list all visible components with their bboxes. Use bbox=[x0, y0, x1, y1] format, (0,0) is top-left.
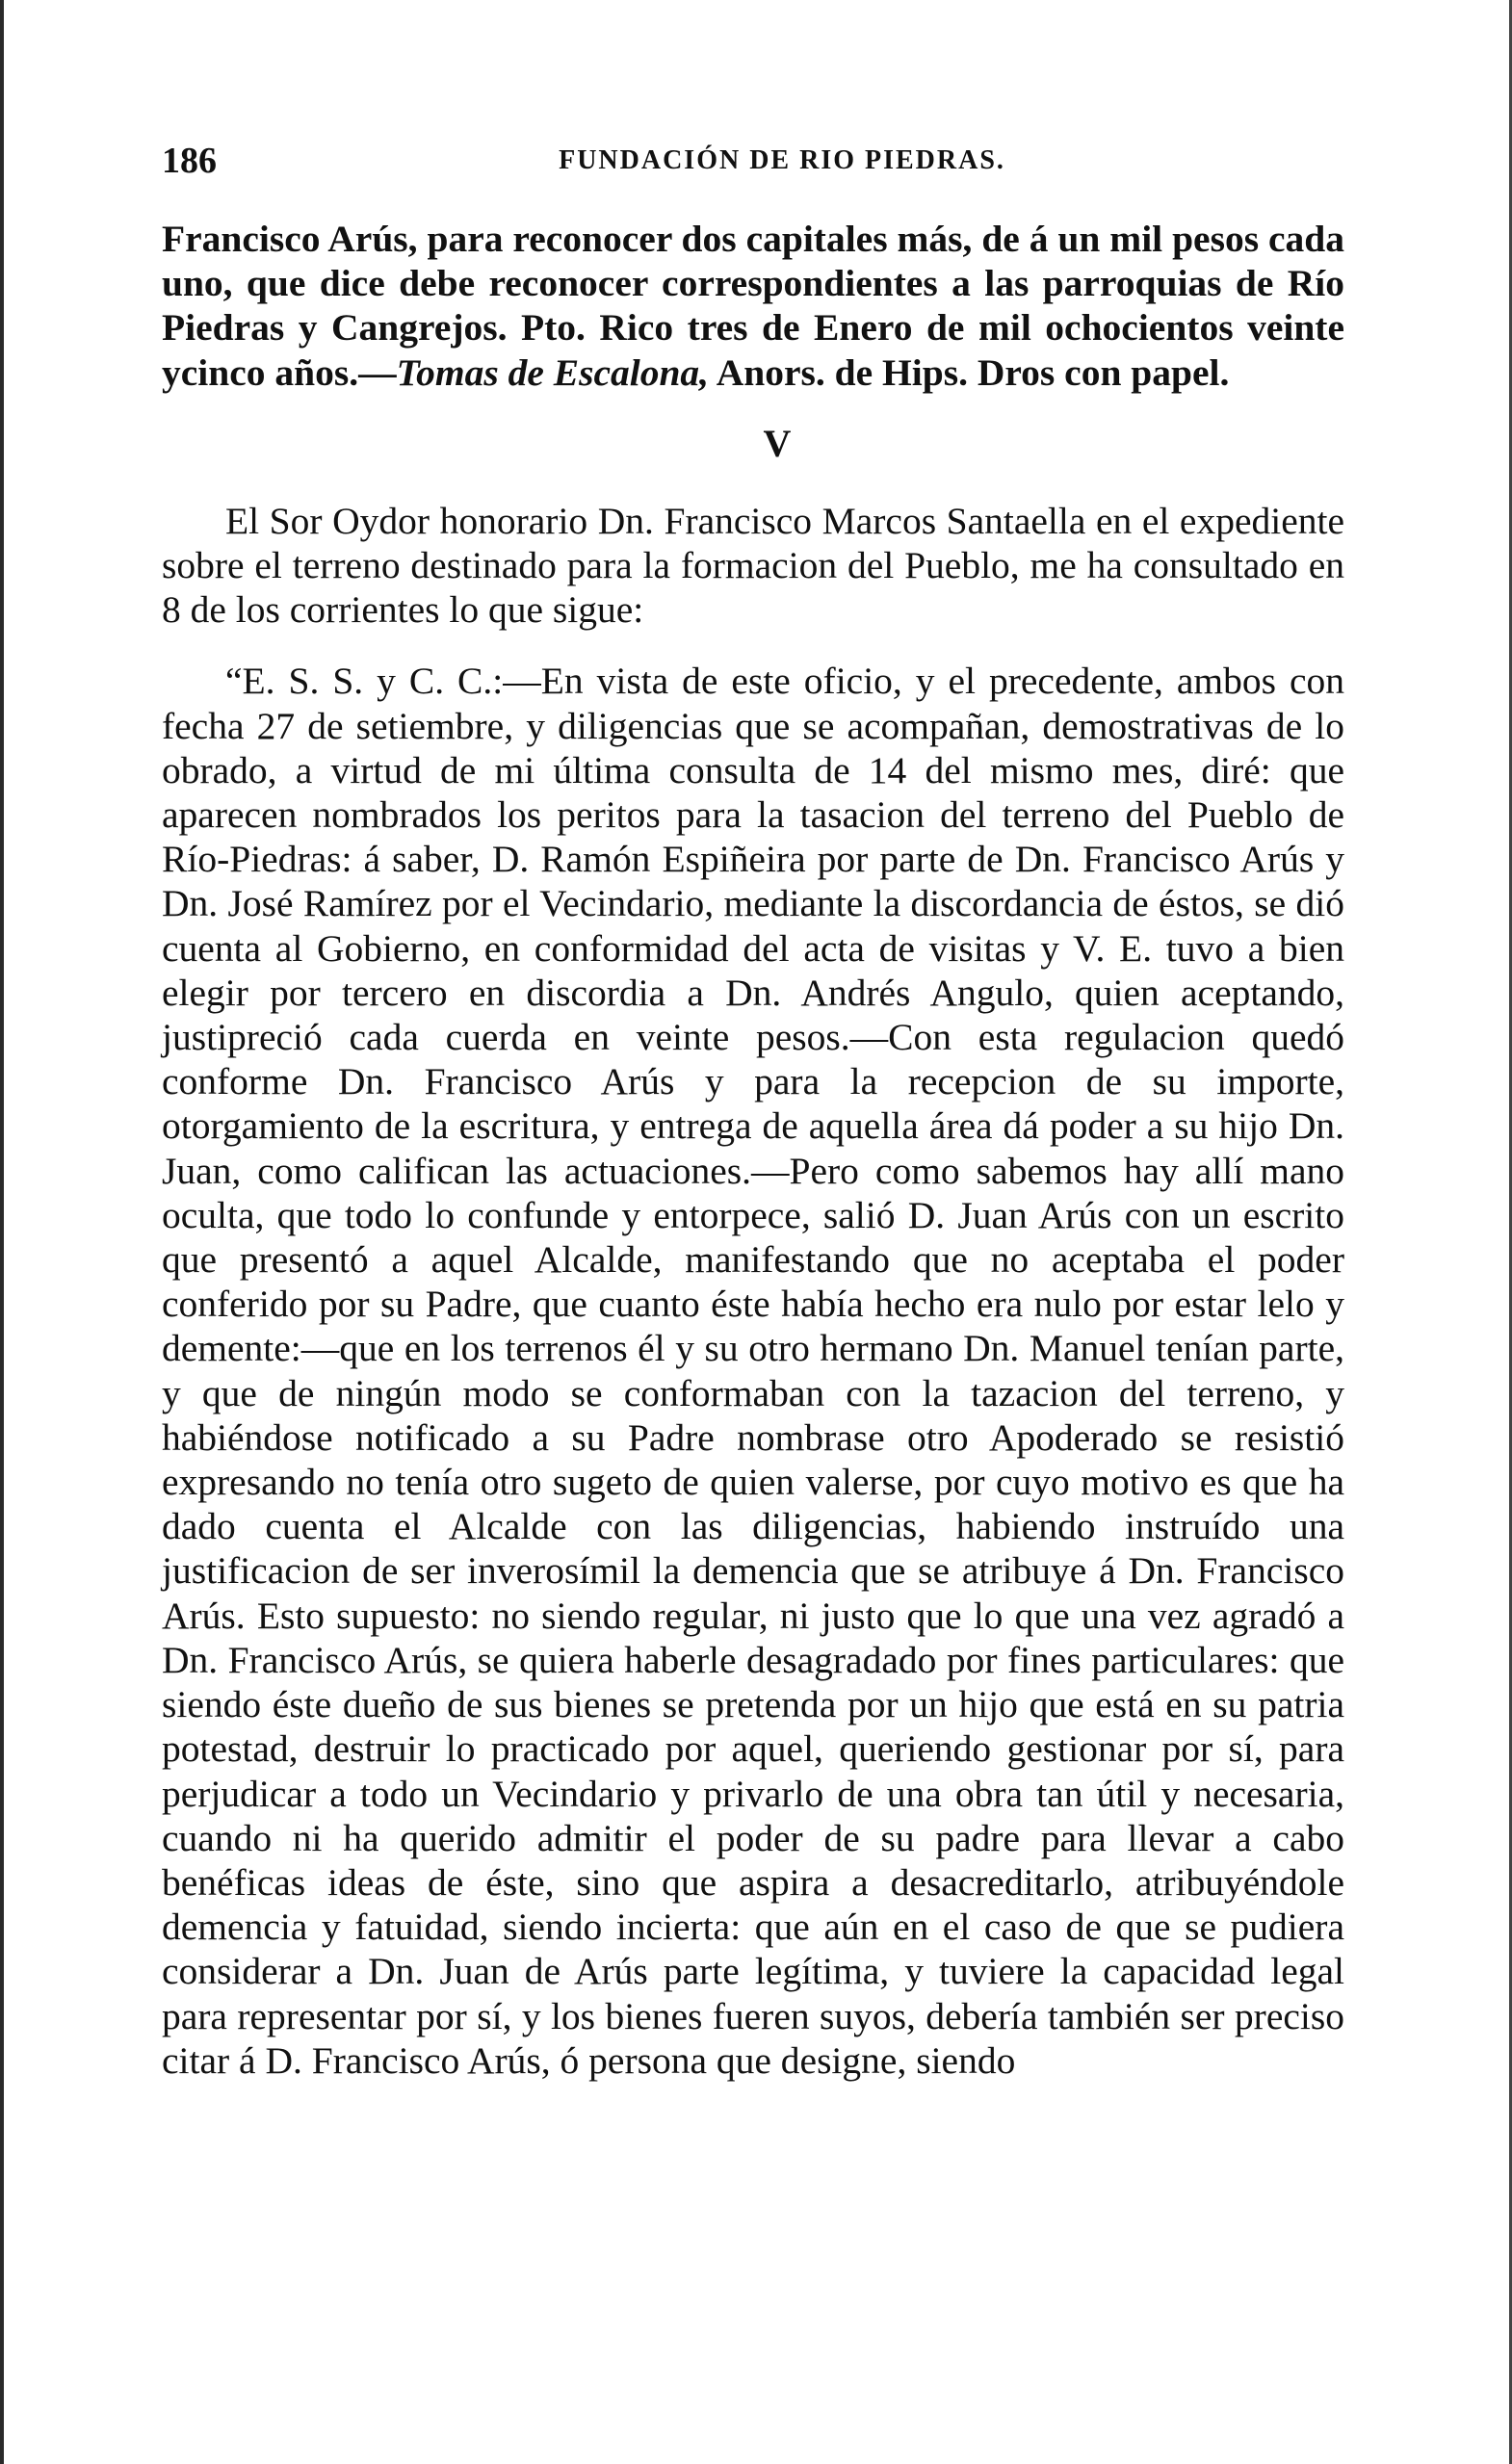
scan-edge-left bbox=[0, 0, 4, 2464]
book-page bbox=[162, 130, 1344, 2083]
running-title: FUNDACIÓN DE RIO PIEDRAS. bbox=[559, 145, 1005, 175]
paragraph-letter-body: “E. S. S. y C. C.:—En vista de este oficio, y el precedente, ambos con fecha 27 de setiembre, y diligencias que se acompañan, demostrativas de lo obrado, a virtud de mi última consulta de 14 del mismo mes, diré: que aparecen nombrados los peritos para la tasacion del terreno del Pueblo de Río-Piedras: á saber, D. Ramón Espiñeira por parte de Dn. Francisco Arús y Dn. José Ramírez por el Vecindario, mediante la discordancia de éstos, se dió cuenta al Gobierno, en conformidad del acta de visitas y V. E. tuvo a bien elegir por tercero en discordia a Dn. Andrés Angulo, quien aceptando, justipreció cada cuerda en veinte pesos.—Con esta regulacion quedó conforme Dn. Francisco Arús y para la recepcion de su importe, otorgamiento de la escritura, y entrega de aquella área dá poder a su hijo Dn. Juan, como califican las actuaciones.—Pero como sabemos hay allí mano oculta, que todo lo confunde y entorpece, salió D. Juan Arús con un escrito que presentó a aquel Alcalde, manifestando que no aceptaba el poder conferido por su Padre, que cuanto éste había hecho era nulo por estar lelo y demente:—que en los terrenos él y su otro hermano Dn. Manuel tenían parte, y que de ningún modo se conformaban con la tazacion del terreno, y habiéndose notificado a su Padre nombrase otro Apoderado se resistió expresando no tenía otro sugeto de quien valerse, por cuyo motivo es que ha dado cuenta el Alcalde con las diligencias, habiendo instruído una justificacion de ser inverosímil la demencia que se atribuye á Dn. Francisco Arús. Esto supuesto: no siendo regular, ni justo que lo que una vez agradó a Dn. Francisco Arús, se quiera haberle desagradado por fines particulares: que siendo éste dueño de sus bienes se pretenda por un hijo que está en su patria potestad, destruir lo practicado por aquel, queriendo gestionar por sí, para perjudicar a todo un Vecindario y privarlo de una obra tan útil y necesaria, cuando ni ha querido admitir el poder de su padre para llevar a cabo benéficas ideas de éste, sino que aspira a desacreditarlo, atribuyéndole demencia y fatuidad, siendo incierta: que aún en el caso de que se pudiera considerar a Dn. Juan de Arús parte legítima, y tuviere la capacidad legal para representar por sí, y los bienes fueren suyos, debería también ser preciso citar á D. Francisco Arús, ó persona que designe, siendo bbox=[162, 660, 1344, 2082]
page-number: 186 bbox=[162, 141, 217, 181]
running-head bbox=[162, 130, 1344, 188]
signature-name: Tomas de Escalona, bbox=[396, 350, 710, 394]
signature-closing: Anors. de Hips. Dros con papel. bbox=[709, 350, 1230, 394]
paragraph-continuation bbox=[162, 217, 1344, 395]
paragraph-consultation: El Sor Oydor honorario Dn. Francisco Marcos Santaella en el expediente sobre el terreno destinado para la formacion del Pueblo, me ha consultado en 8 de los corrientes lo que sigue: bbox=[162, 499, 1344, 632]
section-heading: V bbox=[763, 421, 792, 465]
paragraph-continuation-text: Francisco Arús, para reconocer dos capitales más, de á un mil pesos cada uno, que dice debe reconocer correspondientes a las parroquias de Río Piedras y Cangrejos. Pto. Rico tres de Enero de mil ochocientos veinte ycinco años.— bbox=[162, 218, 1344, 394]
